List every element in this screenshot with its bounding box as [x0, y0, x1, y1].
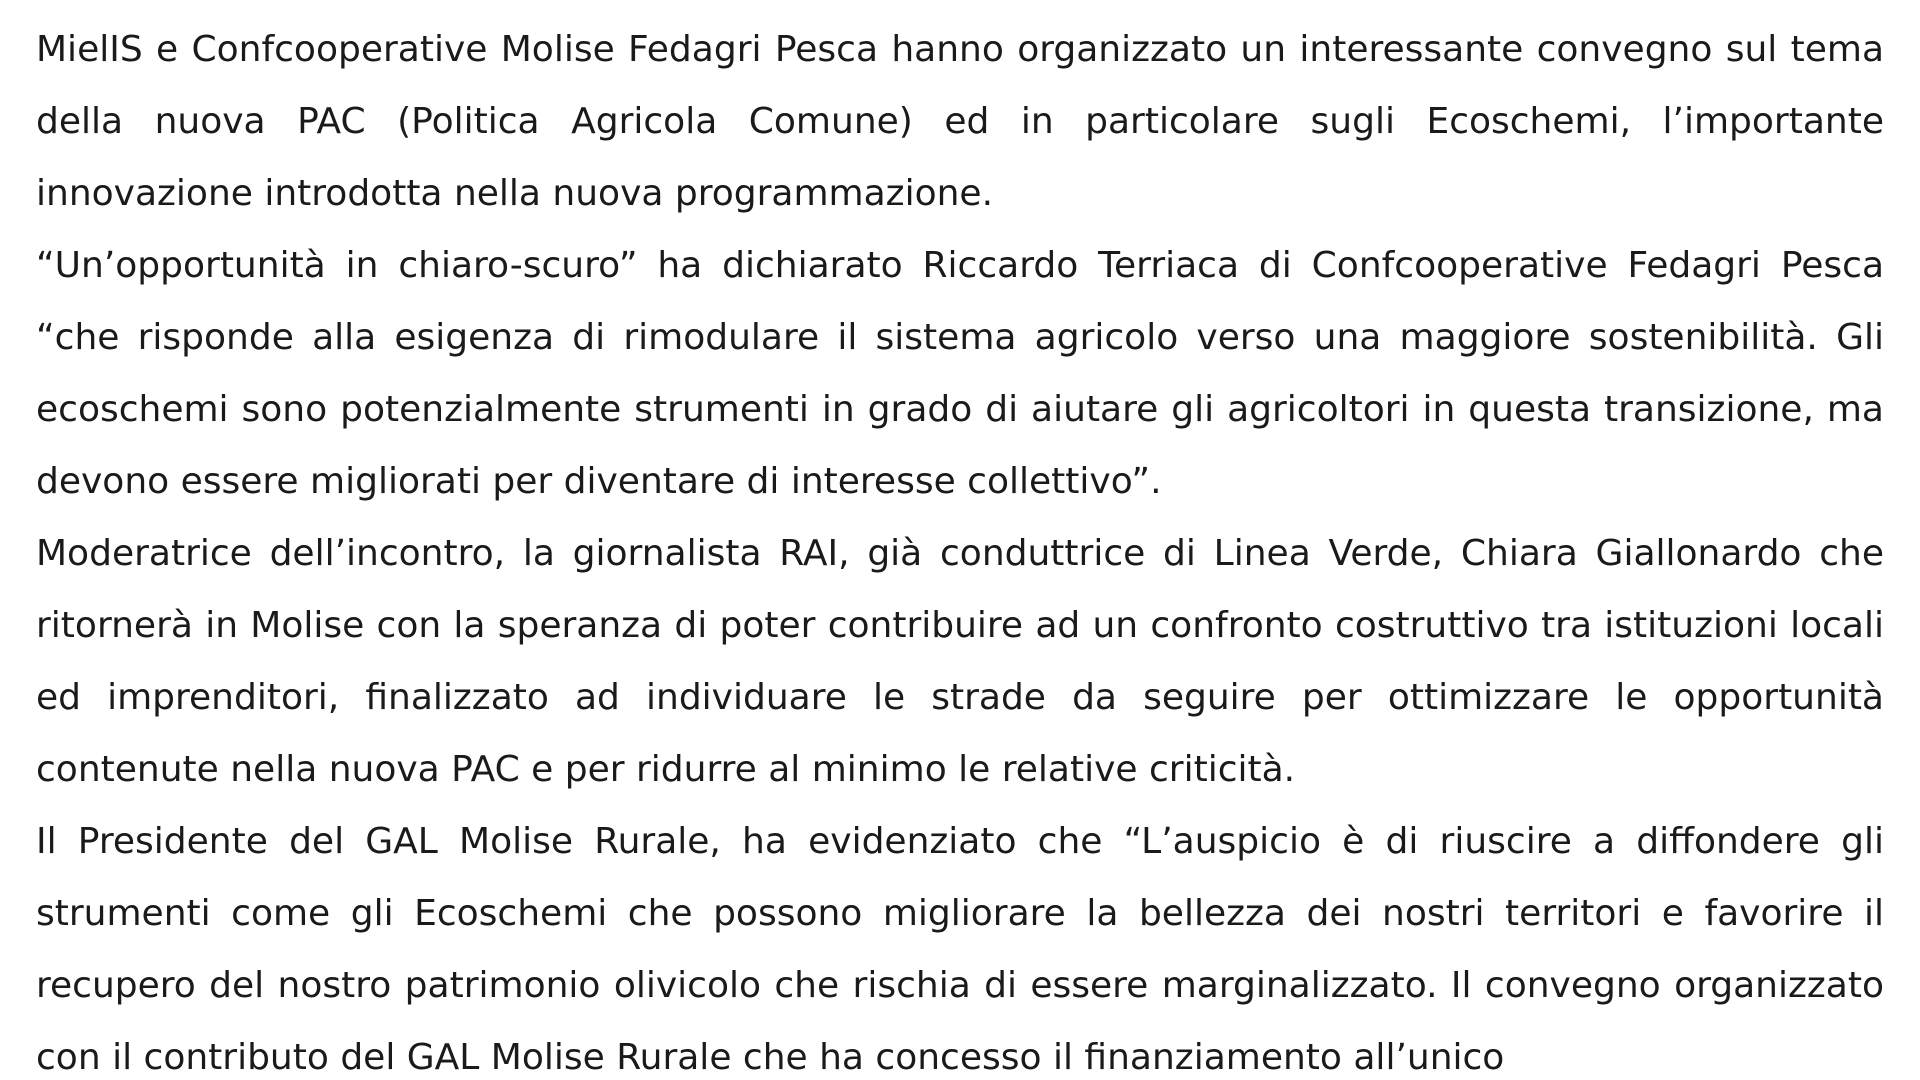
paragraph-moderator: Moderatrice dell’incontro, la giornalista RAI, già conduttrice di Linea Verde, Chiara Giallonardo che ritornerà in Molise con la speranza di poter contribuire ad un confronto costruttivo tra istituzioni locali ed imprenditori, finalizzato ad individuare le strade da seguire per ottimizzare le opportunità contenute nella nuova PAC e per ridurre al minimo le relative criticità. — [36, 533, 1884, 790]
paragraph-intro: MielIS e Confcooperative Molise Fedagri Pesca hanno organizzato un interessante convegno sul tema della nuova PAC (Politica Agricola Comune) ed in particolare sugli Ecoschemi, l’importante innovazione introdotta nella nuova programmazione. — [36, 29, 1884, 214]
paragraph-terriaca-quote: “Un’opportunità in chiaro-scuro” ha dichiarato Riccardo Terriaca di Confcooperative Fedagri Pesca “che risponde alla esigenza di rimodulare il sistema agricolo verso una maggiore sostenibilità. Gli ecoschemi sono potenzialmente strumenti in grado di aiutare gli agricoltori in questa transizione, ma devono essere migliorati per diventare di interesse collettivo”. — [36, 245, 1884, 502]
paragraph-gal-president: Il Presidente del GAL Molise Rurale, ha evidenziato che “L’auspicio è di riuscire a diffondere gli strumenti come gli Ecoschemi che possono migliorare la bellezza dei nostri territori e favorire il recupero del nostro patrimonio olivicolo che rischia di essere marginalizzato. Il convegno organizzato con il contributo del GAL Molise Rurale che ha concesso il finanziamento all’unico — [36, 821, 1884, 1078]
